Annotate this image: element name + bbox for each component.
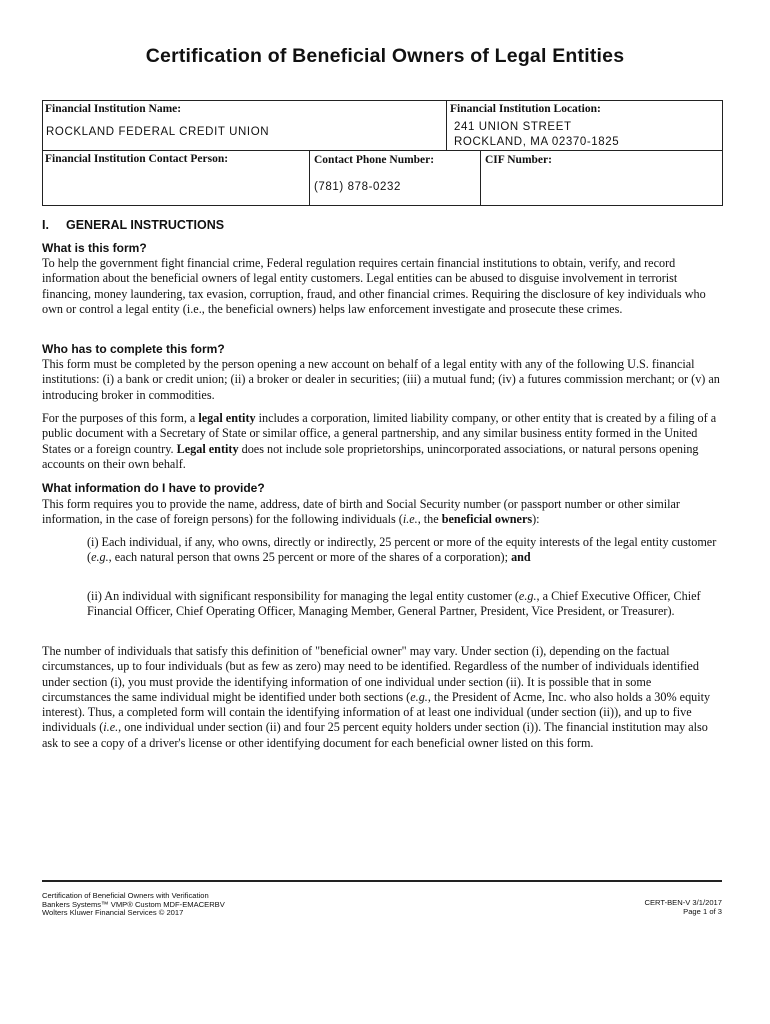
footer-left (42, 892, 225, 918)
contact-phone-label: Contact Phone Number: (314, 154, 435, 166)
institution-location-line2[interactable]: ROCKLAND, MA 02370-1825 (454, 136, 620, 148)
section-title: GENERAL INSTRUCTIONS (66, 218, 225, 232)
question-heading-what-info: What information do I have to provide? (42, 481, 265, 495)
question-heading-what-is: What is this form? (42, 241, 147, 255)
footer-form-code: CERT-BEN-V 3/1/2017 (644, 898, 722, 907)
page-number: Page 1 of 3 (683, 906, 722, 916)
cif-number-label: CIF Number: (485, 154, 552, 166)
table-col-divider-phone (309, 150, 310, 205)
paragraph-purpose: To help the government fight financial crime, Federal regulation requires certain financial institutions to obtain, verify, and record information about the beneficial owners of legal entity customers. Legal entities can be abused to disguise involvement in terrorist financing, money laundering, tax evasion, corruption, fraud, and other financial crimes. Requiring the disclosure of key individuals who own or control a legal entity (i.e., the beneficial owners) helps law enforcement investigate and prosecute these crimes. (42, 256, 706, 316)
footer-form-id: Bankers Systems™ VMP® Custom MDF-EMACERBV (42, 899, 225, 909)
institution-location-label: Financial Institution Location: (450, 103, 601, 115)
question-heading-who: Who has to complete this form? (42, 342, 225, 356)
institution-location-line1[interactable]: 241 UNION STREET (454, 121, 572, 133)
footer-form-title: Certification of Beneficial Owners with Verification (42, 891, 209, 900)
paragraph-legal-entity: For the purposes of this form, a legal entity includes a corporation, limited liability company, or other entity that is created by a filing of a public document with a Secretary of State or similar office, a general partnership, and any similar business entity formed in the United States or a foreign country. Legal entity does not include sole proprietorships, unincorporated associations, or natural persons opening accounts on their own behalf. (42, 411, 717, 471)
section-heading (42, 218, 224, 232)
section-number: I. (42, 218, 49, 232)
table-col-divider-location (446, 100, 447, 151)
paragraph-number-of-individuals: The number of individuals that satisfy this definition of "beneficial owner" may vary. Under section (i), depending on the factual circumstances, up to four individuals (but as few as zero) may need to be identified. Regardless of the number of individuals identified under section (i), you must provide the identifying information of one individual under section (ii). It is possible that in some circumstances the same individual might be identified under both sections (e.g., the President of Acme, Inc. who also holds a 30% equity interest). Thus, a completed form will contain the identifying information of at least one individual (under section (ii)), and up to five individuals (i.e., one individual under section (ii) and four 25 percent equity holders under section (i)). The financial institution may also ask to see a copy of a driver's license or other identifying document for each beneficial owner listed on this form. (42, 644, 711, 750)
list-item-ownership: (i) Each individual, if any, who owns, directly or indirectly, 25 percent or more of the equity interests of the legal entity customer (e.g., each natural person that owns 25 percent or more of the shares of a corporation); and (87, 535, 717, 565)
footer-divider (42, 880, 722, 882)
footer-copyright: Wolters Kluwer Financial Services © 2017 (42, 908, 184, 918)
contact-phone-value[interactable]: (781) 878-0232 (314, 181, 402, 193)
list-item-control: (ii) An individual with significant responsibility for managing the legal entity customer (e.g., a Chief Executive Officer, Chief Financial Officer, Chief Operating Officer, Managing Member, General Partner, President, Vice President, or Treasurer). (87, 589, 701, 619)
footer-right (644, 899, 722, 916)
institution-name-label: Financial Institution Name: (45, 103, 182, 115)
table-row-divider (42, 150, 723, 151)
page-title: Certification of Beneficial Owners of Legal Entities (145, 45, 625, 67)
paragraph-who: This form must be completed by the person opening a new account on behalf of a legal entity with any of the following U.S. financial institutions: (i) a bank or credit union; (ii) a broker or dealer in securities; (iii) a mutual fund; (iv) a futures commission merchant; or (v) an introducing broker in commodities. (42, 357, 720, 402)
institution-name-value[interactable]: ROCKLAND FEDERAL CREDIT UNION (46, 126, 270, 138)
paragraph-info-required: This form requires you to provide the name, address, date of birth and Social Security number (or passport number or other similar information, in the case of foreign persons) for the following individuals (i.e., the beneficial owners): (42, 497, 680, 527)
table-col-divider-cif (480, 150, 481, 205)
contact-person-label: Financial Institution Contact Person: (45, 153, 229, 165)
